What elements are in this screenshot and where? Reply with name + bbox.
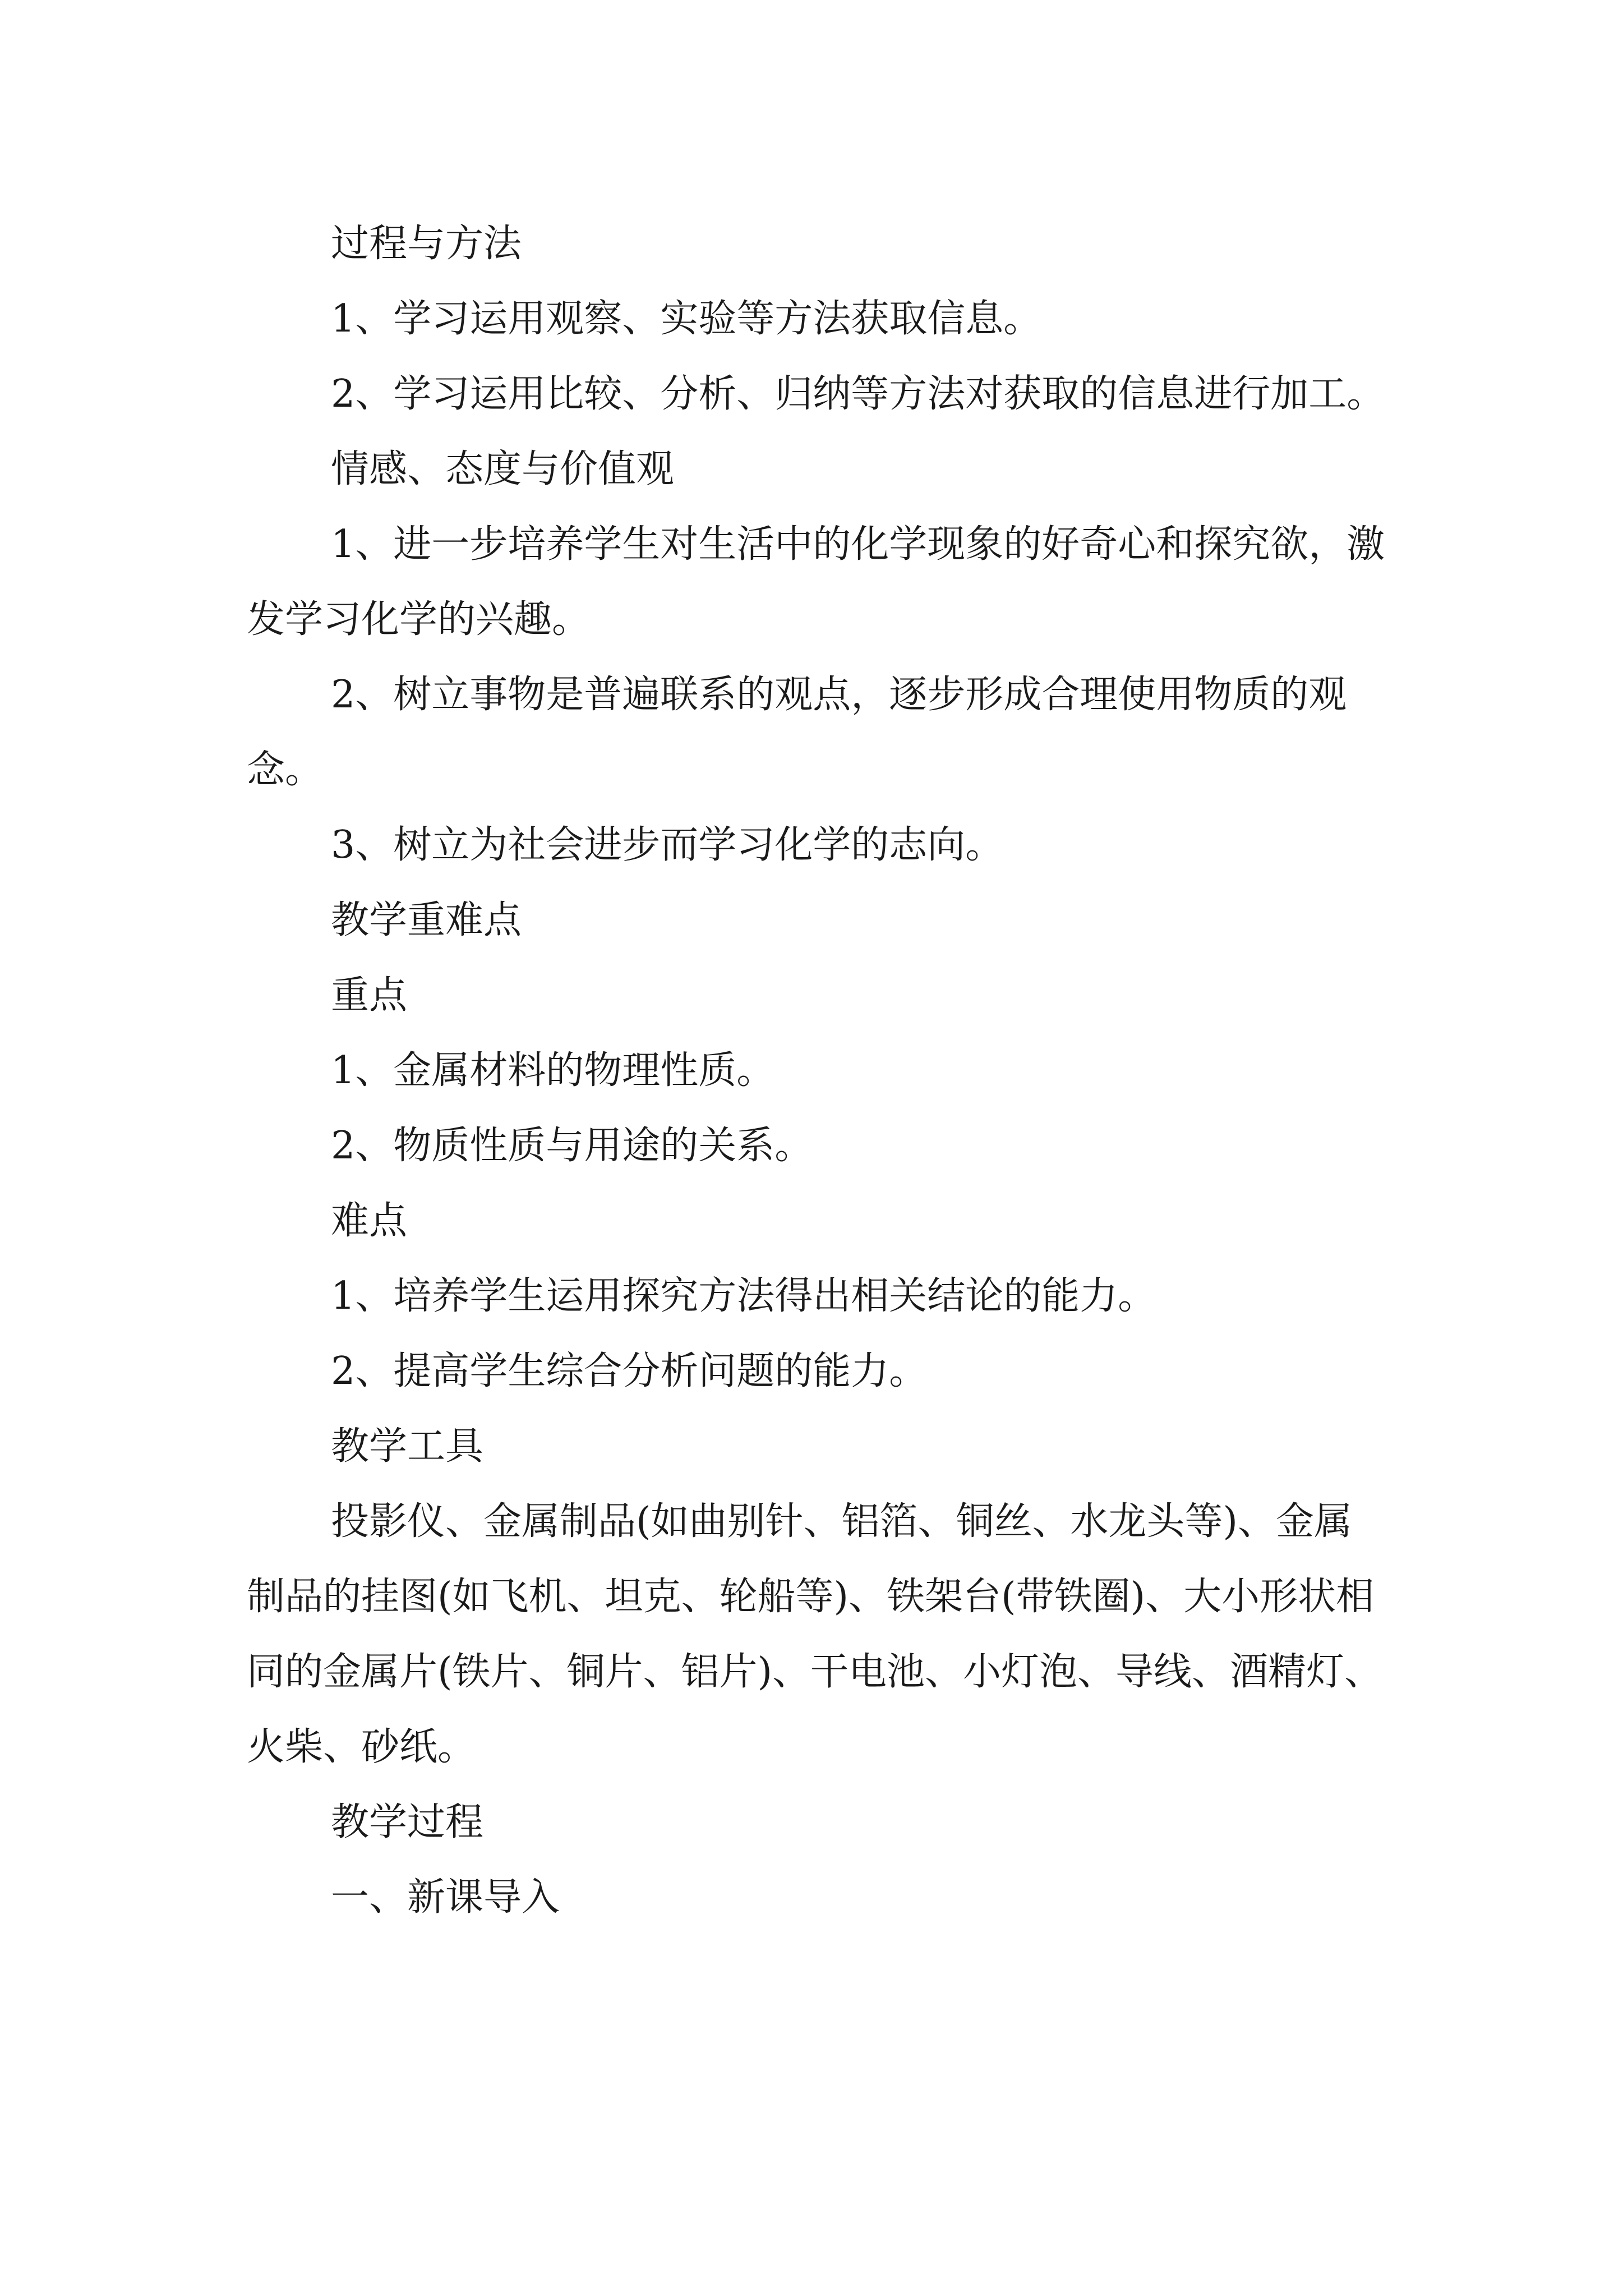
list-item: 1、金属材料的物理性质。 [331,1048,775,1093]
section-heading-teaching-process: 教学过程 [331,1800,484,1844]
section-heading-teaching-tools: 教学工具 [331,1424,484,1469]
list-item: 2、树立事物是普遍联系的观点，逐步形成合理使用物质的观念。 [247,673,1347,792]
list-item: 1、培养学生运用探究方法得出相关结论的能力。 [331,1274,1156,1318]
list-item: 1、进一步培养学生对生活中的化学现象的好奇心和探究欲，激发学习化学的兴趣。 [247,522,1385,642]
section-heading-key-difficult-points: 教学重难点 [331,898,522,942]
subheading-lesson-intro: 一、新课导入 [331,1875,560,1920]
section-heading-process-method: 过程与方法 [331,222,522,266]
list-item: 1、学习运用观察、实验等方法获取信息。 [331,297,1042,341]
section-heading-attitude-values: 情感、态度与价值观 [331,447,675,491]
list-item: 2、提高学生综合分析问题的能力。 [331,1349,928,1393]
subheading-difficult-points: 难点 [331,1199,408,1243]
teaching-tools-paragraph: 投影仪、金属制品(如曲别针、铝箔、铜丝、水龙头等)、金属制品的挂图(如飞机、坦克、轮船等)、铁架台(带铁圈)、大小形状相同的金属片(铁片、铜片、铝片)、干电池、小灯泡、导线、酒精灯、火柴、砂纸。 [247,1499,1383,1769]
list-item: 2、物质性质与用途的关系。 [331,1124,813,1168]
list-item: 3、树立为社会进步而学习化学的志向。 [331,823,1004,867]
subheading-key-points: 重点 [331,973,408,1018]
list-item: 2、学习运用比较、分析、归纳等方法对获取的信息进行加工。 [331,372,1385,416]
document-body [247,206,1385,1935]
